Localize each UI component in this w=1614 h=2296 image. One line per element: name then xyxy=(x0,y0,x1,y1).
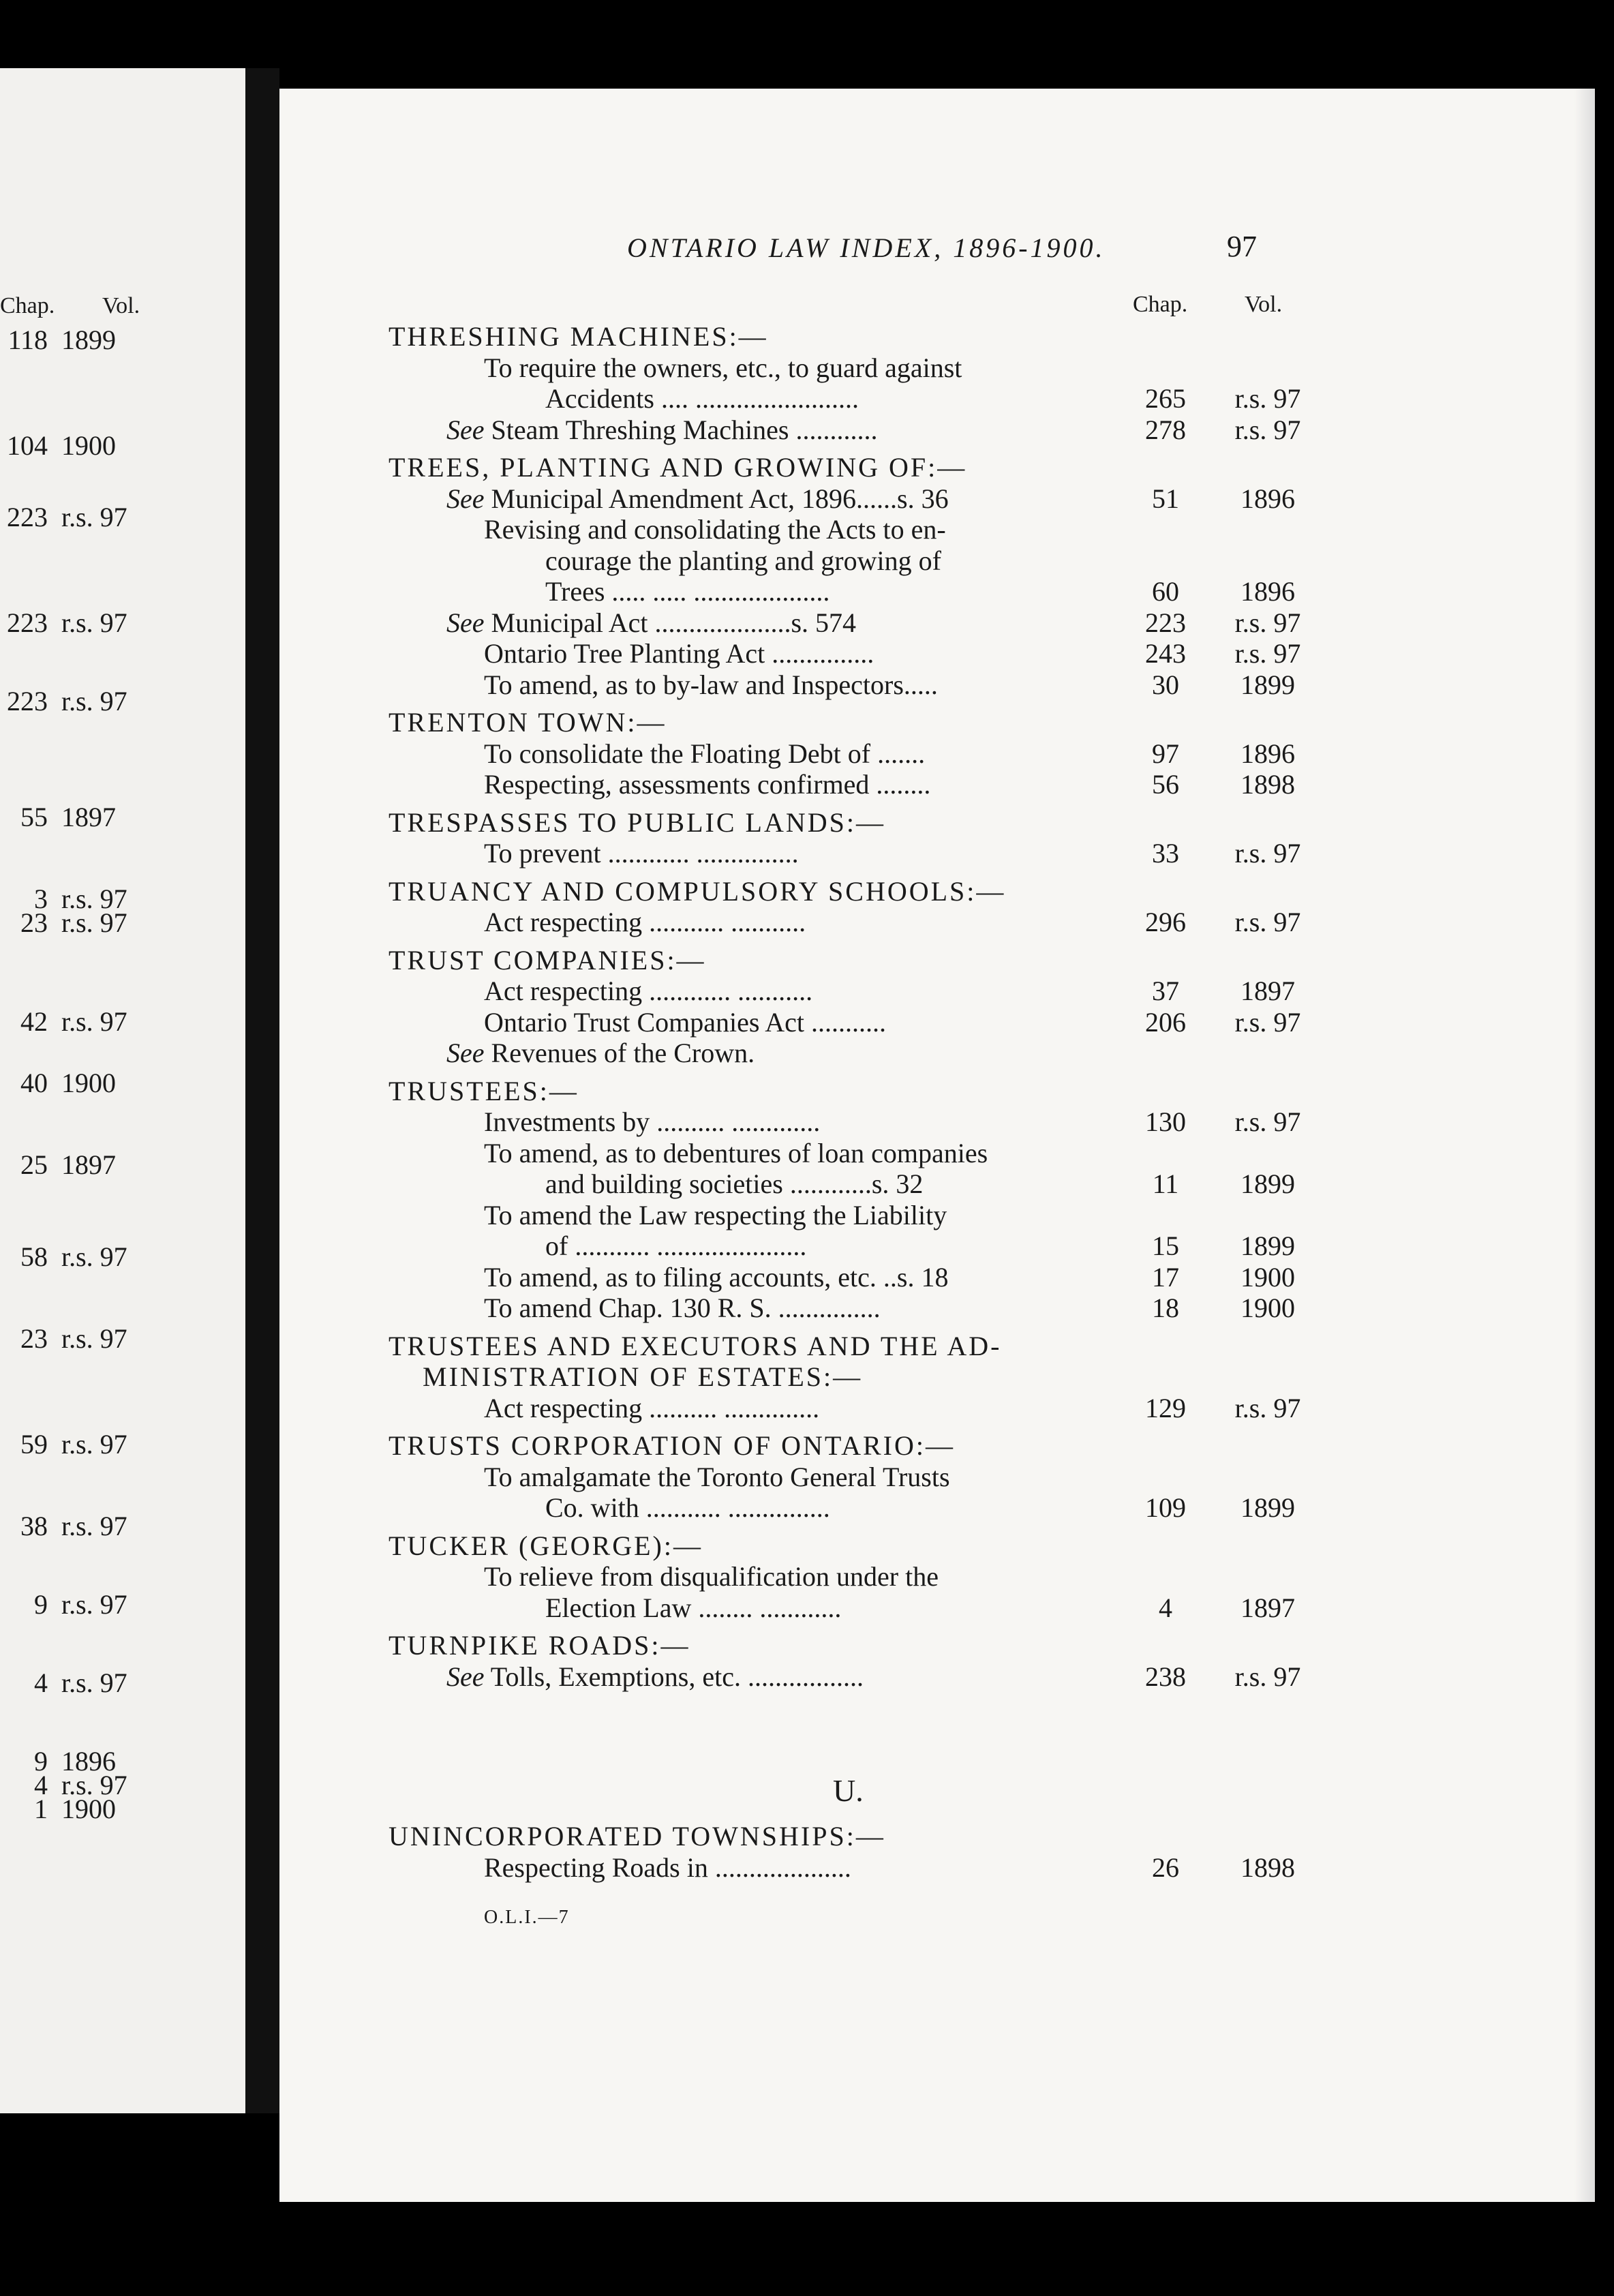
book-gutter xyxy=(245,68,279,2113)
left-chap-cell: 118 xyxy=(7,324,48,355)
index-line xyxy=(484,513,946,545)
index-line xyxy=(545,1230,806,1262)
vol-cell: r.s. 97 xyxy=(1234,607,1301,638)
entry-text: To amend Chap. 130 R. S. ............... xyxy=(484,1293,881,1323)
entry-heading: TURNPIKE ROADS:— xyxy=(389,1630,690,1661)
left-vol-cell: r.s. 97 xyxy=(61,1006,127,1037)
entry-heading: TRUANCY AND COMPULSORY SCHOOLS:— xyxy=(389,875,1006,907)
entry-text: courage the planting and growing of xyxy=(545,545,941,576)
entry-heading: TREES, PLANTING AND GROWING OF:— xyxy=(389,452,967,483)
index-line xyxy=(545,1168,923,1200)
entry-text: Tolls, Exemptions, etc. ................. xyxy=(490,1661,864,1692)
index-line xyxy=(446,483,949,515)
entry-text: Ontario Trust Companies Act ........... xyxy=(484,1006,887,1038)
chap-cell: 51 xyxy=(1152,483,1179,514)
index-line xyxy=(446,1037,755,1069)
vol-cell: r.s. 97 xyxy=(1234,638,1301,669)
entry-text: Municipal Amendment Act, 1896......s. 36 xyxy=(491,483,949,514)
entry-text: To amend the Law respecting the Liability xyxy=(484,1199,947,1230)
entry-text: and building societies ............s. 32 xyxy=(545,1168,924,1199)
chap-cell: 26 xyxy=(1152,1852,1179,1883)
entry-text: Steam Threshing Machines ............ xyxy=(491,414,878,445)
chap-cell: 60 xyxy=(1152,576,1179,607)
left-vol-cell: r.s. 97 xyxy=(61,686,127,716)
vol-cell: r.s. 97 xyxy=(1234,1392,1301,1423)
entry-text: Act respecting ........... ........... xyxy=(484,907,806,937)
see-reference: See xyxy=(446,1661,485,1692)
entry-text: To amend, as to by-law and Inspectors..... xyxy=(484,669,938,700)
chap-cell: 56 xyxy=(1152,769,1179,800)
vol-cell: 1897 xyxy=(1240,1592,1295,1623)
chap-cell: 243 xyxy=(1145,638,1186,669)
index-line xyxy=(484,738,925,770)
left-vol-cell: r.s. 97 xyxy=(61,502,127,532)
index-line xyxy=(545,382,859,414)
entry-text: Municipal Act ....................s. 574 xyxy=(491,607,857,638)
left-vol-cell: 1900 xyxy=(61,1068,116,1098)
see-reference: See xyxy=(446,1038,485,1068)
vol-cell: 1897 xyxy=(1240,976,1295,1006)
vol-cell: 1898 xyxy=(1240,1852,1295,1883)
index-line xyxy=(484,1137,988,1169)
chap-cell: 109 xyxy=(1145,1492,1186,1523)
index-line xyxy=(484,1560,939,1592)
left-vol-cell: r.s. 97 xyxy=(61,1589,127,1620)
vol-cell: r.s. 97 xyxy=(1234,1006,1301,1038)
vol-cell: r.s. 97 xyxy=(1234,907,1301,937)
entry-text: Revenues of the Crown. xyxy=(491,1038,755,1068)
chap-cell: 238 xyxy=(1145,1661,1186,1692)
index-line xyxy=(484,1392,819,1424)
chap-cell: 30 xyxy=(1152,669,1179,700)
index-line xyxy=(484,1106,820,1138)
entry-text: Ontario Tree Planting Act ............... xyxy=(484,638,874,669)
left-chap-cell: 104 xyxy=(7,430,48,461)
chap-cell: 223 xyxy=(1145,607,1186,638)
section-letter: U. xyxy=(833,1773,864,1808)
chap-cell: 18 xyxy=(1152,1293,1179,1323)
entry-text: To amalgamate the Toronto General Trusts xyxy=(484,1461,950,1492)
see-reference: See xyxy=(446,607,485,638)
left-vol-cell: r.s. 97 xyxy=(61,607,127,638)
left-chap-cell: 23 xyxy=(20,907,48,938)
see-reference: See xyxy=(446,483,485,514)
index-line xyxy=(446,607,856,639)
entry-heading: UNINCORPORATED TOWNSHIPS:— xyxy=(389,1821,885,1852)
chap-cell: 296 xyxy=(1145,907,1186,937)
left-vol-cell: 1900 xyxy=(61,430,116,461)
left-vol-cell: 1897 xyxy=(61,802,116,832)
index-line xyxy=(484,1852,851,1884)
left-col-chap-header: Chap. xyxy=(0,293,55,318)
index-line xyxy=(446,414,877,446)
entry-heading: TRENTON TOWN:— xyxy=(389,707,667,738)
index-line xyxy=(545,1492,830,1524)
left-chap-cell: 4 xyxy=(34,1667,48,1698)
index-line xyxy=(484,768,930,800)
entry-text: Election Law ........ ............ xyxy=(545,1592,842,1623)
vol-cell: 1899 xyxy=(1240,1492,1295,1523)
vol-cell: 1899 xyxy=(1240,1168,1295,1199)
index-line xyxy=(545,545,941,577)
entry-text: To require the owners, etc., to guard against xyxy=(484,352,962,383)
entry-heading: TRUSTEES AND EXECUTORS AND THE AD- xyxy=(389,1330,1002,1361)
entry-text: Co. with ........... ............... xyxy=(545,1492,830,1523)
entry-text: Respecting Roads in .................... xyxy=(484,1852,851,1883)
col-chap-header: Chap. xyxy=(1133,292,1188,317)
vol-cell: 1900 xyxy=(1240,1293,1295,1323)
vol-cell: 1896 xyxy=(1240,738,1295,769)
chap-cell: 278 xyxy=(1145,414,1186,445)
vol-cell: 1896 xyxy=(1240,576,1295,607)
chap-cell: 130 xyxy=(1145,1106,1186,1137)
entry-text: To amend, as to filing accounts, etc. ..s. 18 xyxy=(484,1261,949,1293)
entry-heading: TRUSTS CORPORATION OF ONTARIO:— xyxy=(389,1430,955,1461)
entry-text: To relieve from disqualification under the xyxy=(484,1561,939,1592)
index-line xyxy=(446,1661,864,1693)
vol-cell: r.s. 97 xyxy=(1234,1661,1301,1692)
entry-heading: TRESPASSES TO PUBLIC LANDS:— xyxy=(389,806,885,838)
left-chap-cell: 59 xyxy=(20,1429,48,1460)
left-vol-cell: 1896 xyxy=(61,1746,116,1777)
left-vol-cell: r.s. 97 xyxy=(61,1511,127,1541)
index-line xyxy=(484,1006,886,1038)
left-chap-cell: 3 xyxy=(34,883,48,914)
chap-cell: 129 xyxy=(1145,1392,1186,1423)
signature-mark: O.L.I.—7 xyxy=(484,1907,570,1928)
left-vol-cell: r.s. 97 xyxy=(61,907,127,938)
see-reference: See xyxy=(446,414,485,445)
vol-cell: 1899 xyxy=(1240,669,1295,700)
page-number: 97 xyxy=(1227,230,1257,263)
index-line xyxy=(484,1292,881,1324)
left-chap-cell: 223 xyxy=(7,607,48,638)
index-line xyxy=(484,637,874,669)
left-chap-cell: 55 xyxy=(20,802,48,832)
vol-cell: r.s. 97 xyxy=(1234,838,1301,868)
index-page xyxy=(279,89,1595,2202)
left-vol-cell: 1897 xyxy=(61,1149,116,1180)
entry-text: Trees ..... ..... .................... xyxy=(545,576,830,607)
entry-text: Act respecting .......... .............. xyxy=(484,1392,820,1423)
chap-cell: 206 xyxy=(1145,1006,1186,1038)
entry-text: To amend, as to debentures of loan companies xyxy=(484,1137,988,1168)
entry-text: Accidents .... ........................ xyxy=(545,383,859,414)
index-line xyxy=(545,575,829,607)
entry-heading: TRUSTEES:— xyxy=(389,1075,579,1106)
entry-heading: TUCKER (GEORGE):— xyxy=(389,1530,703,1561)
left-chap-cell: 223 xyxy=(7,686,48,716)
entry-text: of ........... ...................... xyxy=(545,1230,807,1261)
left-chap-cell: 23 xyxy=(20,1323,48,1354)
left-chap-cell: 38 xyxy=(20,1511,48,1541)
left-vol-cell: r.s. 97 xyxy=(61,1323,127,1354)
entry-heading: THRESHING MACHINES:— xyxy=(389,321,768,352)
left-page-fragment xyxy=(0,68,245,2113)
left-chap-cell: 58 xyxy=(20,1241,48,1272)
chap-cell: 17 xyxy=(1152,1261,1179,1293)
index-line xyxy=(484,837,799,869)
left-chap-cell: 42 xyxy=(20,1006,48,1037)
left-chap-cell: 223 xyxy=(7,502,48,532)
vol-cell: r.s. 97 xyxy=(1234,1106,1301,1137)
left-vol-cell: r.s. 97 xyxy=(61,1241,127,1272)
left-vol-cell: 1900 xyxy=(61,1794,116,1824)
chap-cell: 4 xyxy=(1159,1592,1172,1623)
vol-cell: r.s. 97 xyxy=(1234,414,1301,445)
entry-heading: TRUST COMPANIES:— xyxy=(389,944,706,976)
entry-text: Respecting, assessments confirmed ........ xyxy=(484,769,931,800)
index-line xyxy=(484,1261,948,1293)
left-chap-cell: 9 xyxy=(34,1746,48,1777)
left-chap-cell: 4 xyxy=(34,1770,48,1800)
left-vol-cell: r.s. 97 xyxy=(61,1429,127,1460)
index-line xyxy=(545,1592,841,1624)
index-line xyxy=(484,669,938,701)
left-vol-cell: r.s. 97 xyxy=(61,883,127,914)
entry-text: Investments by .......... ............. xyxy=(484,1106,821,1137)
vol-cell: 1896 xyxy=(1240,483,1295,514)
vol-cell: 1898 xyxy=(1240,769,1295,800)
index-line xyxy=(484,975,812,1007)
chap-cell: 11 xyxy=(1152,1168,1179,1199)
index-line xyxy=(484,906,806,938)
chap-cell: 15 xyxy=(1152,1230,1179,1261)
left-vol-cell: r.s. 97 xyxy=(61,1667,127,1698)
col-vol-header: Vol. xyxy=(1245,292,1283,317)
chap-cell: 37 xyxy=(1152,976,1179,1006)
chap-cell: 265 xyxy=(1145,383,1186,414)
running-header: ONTARIO LAW INDEX, 1896-1900. xyxy=(627,232,1106,263)
index-line xyxy=(484,1199,947,1231)
index-line xyxy=(484,352,962,384)
left-chap-cell: 1 xyxy=(34,1794,48,1824)
entry-heading-continued: MINISTRATION OF ESTATES:— xyxy=(423,1361,863,1392)
chap-cell: 33 xyxy=(1152,838,1179,868)
left-chap-cell: 9 xyxy=(34,1589,48,1620)
entry-text: Revising and consolidating the Acts to en- xyxy=(484,514,946,545)
entry-text: Act respecting ............ ........... xyxy=(484,976,813,1006)
chap-cell: 97 xyxy=(1152,738,1179,769)
left-col-vol-header: Vol. xyxy=(102,293,140,318)
left-chap-cell: 40 xyxy=(20,1068,48,1098)
index-line xyxy=(484,1461,950,1493)
vol-cell: r.s. 97 xyxy=(1234,383,1301,414)
vol-cell: 1899 xyxy=(1240,1230,1295,1261)
entry-text: To prevent ............ ............... xyxy=(484,838,799,868)
left-chap-cell: 25 xyxy=(20,1149,48,1180)
vol-cell: 1900 xyxy=(1240,1261,1295,1293)
entry-text: To consolidate the Floating Debt of ....... xyxy=(484,738,926,769)
left-vol-cell: r.s. 97 xyxy=(61,1770,127,1800)
left-vol-cell: 1899 xyxy=(61,324,116,355)
